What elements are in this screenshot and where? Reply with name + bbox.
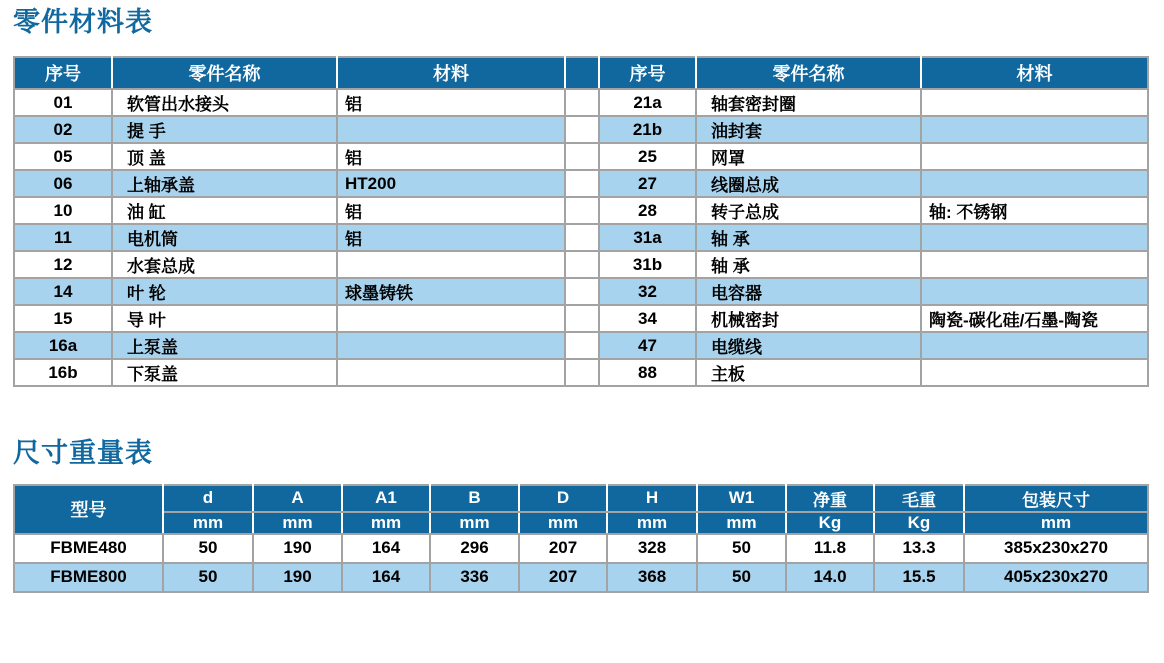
cell-value: 164	[342, 534, 430, 563]
header-A: A	[253, 485, 342, 512]
cell-value: 190	[253, 563, 342, 592]
table-row	[14, 251, 1148, 278]
cell-no: 14	[14, 278, 112, 305]
cell-package-size: 385x230x270	[964, 534, 1148, 563]
cell-value: 190	[253, 534, 342, 563]
cell-part-name: 导 叶	[112, 305, 337, 332]
cell-part-name: 网罩	[696, 143, 921, 170]
cell-material	[921, 359, 1148, 386]
header-H: H	[607, 485, 697, 512]
cell-value: 50	[163, 534, 253, 563]
cell-part-name: 提 手	[112, 116, 337, 143]
cell-model: FBME480	[14, 534, 163, 563]
cell-material	[337, 116, 565, 143]
cell-no: 27	[599, 170, 696, 197]
spacer-cell	[565, 143, 599, 170]
header-no-right: 序号	[599, 57, 696, 89]
cell-material	[921, 224, 1148, 251]
cell-value: 50	[163, 563, 253, 592]
cell-part-name: 水套总成	[112, 251, 337, 278]
cell-material	[337, 251, 565, 278]
table-row	[14, 563, 1148, 592]
cell-no: 34	[599, 305, 696, 332]
cell-part-name: 叶 轮	[112, 278, 337, 305]
cell-value: 328	[607, 534, 697, 563]
cell-value: 15.5	[874, 563, 964, 592]
size-header-row-units	[14, 512, 1148, 534]
header-no-left: 序号	[14, 57, 112, 89]
cell-part-name: 主板	[696, 359, 921, 386]
unit-A1: mm	[342, 512, 430, 534]
cell-value: 368	[607, 563, 697, 592]
cell-value: 11.8	[786, 534, 874, 563]
cell-material	[337, 305, 565, 332]
cell-material	[921, 278, 1148, 305]
cell-material: 铝	[337, 197, 565, 224]
cell-part-name: 线圈总成	[696, 170, 921, 197]
cell-part-name: 轴 承	[696, 224, 921, 251]
spacer-cell	[565, 89, 599, 116]
table-row	[14, 224, 1148, 251]
header-W1: W1	[697, 485, 786, 512]
cell-value: 296	[430, 534, 519, 563]
cell-material	[921, 251, 1148, 278]
cell-part-name: 软管出水接头	[112, 89, 337, 116]
spacer-cell	[565, 197, 599, 224]
header-A1: A1	[342, 485, 430, 512]
cell-part-name: 转子总成	[696, 197, 921, 224]
cell-no: 11	[14, 224, 112, 251]
cell-package-size: 405x230x270	[964, 563, 1148, 592]
cell-no: 25	[599, 143, 696, 170]
cell-value: 164	[342, 563, 430, 592]
cell-no: 31a	[599, 224, 696, 251]
spacer-cell	[565, 170, 599, 197]
header-material-right: 材料	[921, 57, 1148, 89]
unit-D: mm	[519, 512, 607, 534]
cell-value: 336	[430, 563, 519, 592]
cell-part-name: 电机筒	[112, 224, 337, 251]
spacer-cell	[565, 278, 599, 305]
unit-B: mm	[430, 512, 519, 534]
header-D: D	[519, 485, 607, 512]
cell-material	[921, 89, 1148, 116]
header-net-weight: 净重	[786, 485, 874, 512]
header-d: d	[163, 485, 253, 512]
table-row	[14, 143, 1148, 170]
cell-no: 21b	[599, 116, 696, 143]
cell-no: 31b	[599, 251, 696, 278]
cell-value: 14.0	[786, 563, 874, 592]
unit-W1: mm	[697, 512, 786, 534]
size-header-row-labels	[14, 485, 1148, 512]
cell-part-name: 下泵盖	[112, 359, 337, 386]
cell-material: 铝	[337, 224, 565, 251]
unit-package-size: mm	[964, 512, 1148, 534]
cell-part-name: 上轴承盖	[112, 170, 337, 197]
table-row	[14, 278, 1148, 305]
cell-material: 球墨铸铁	[337, 278, 565, 305]
cell-no: 88	[599, 359, 696, 386]
cell-material: HT200	[337, 170, 565, 197]
cell-material	[921, 332, 1148, 359]
cell-material: 铝	[337, 89, 565, 116]
table-row	[14, 197, 1148, 224]
cell-no: 16b	[14, 359, 112, 386]
cell-material	[921, 170, 1148, 197]
cell-part-name: 上泵盖	[112, 332, 337, 359]
unit-d: mm	[163, 512, 253, 534]
cell-part-name: 电容器	[696, 278, 921, 305]
header-name-left: 零件名称	[112, 57, 337, 89]
parts-header-row	[14, 57, 1148, 89]
cell-no: 32	[599, 278, 696, 305]
size-weight-table-title: 尺寸重量表	[13, 438, 153, 469]
cell-material: 轴: 不锈钢	[921, 197, 1148, 224]
table-row	[14, 170, 1148, 197]
cell-value: 50	[697, 534, 786, 563]
parts-material-table	[13, 56, 1149, 387]
cell-material: 陶瓷-碳化硅/石墨-陶瓷	[921, 305, 1148, 332]
cell-part-name: 电缆线	[696, 332, 921, 359]
unit-H: mm	[607, 512, 697, 534]
header-material-left: 材料	[337, 57, 565, 89]
cell-model: FBME800	[14, 563, 163, 592]
cell-no: 21a	[599, 89, 696, 116]
cell-no: 12	[14, 251, 112, 278]
header-model: 型号	[14, 485, 163, 534]
cell-part-name: 机械密封	[696, 305, 921, 332]
cell-material	[337, 332, 565, 359]
header-package-size: 包装尺寸	[964, 485, 1148, 512]
cell-material	[337, 359, 565, 386]
cell-value: 13.3	[874, 534, 964, 563]
size-weight-table	[13, 484, 1149, 593]
spacer-cell	[565, 251, 599, 278]
cell-material: 铝	[337, 143, 565, 170]
cell-no: 28	[599, 197, 696, 224]
spacer-cell	[565, 116, 599, 143]
table-row	[14, 89, 1148, 116]
cell-no: 02	[14, 116, 112, 143]
cell-no: 16a	[14, 332, 112, 359]
spacer-cell	[565, 224, 599, 251]
cell-part-name: 轴套密封圈	[696, 89, 921, 116]
cell-no: 47	[599, 332, 696, 359]
cell-no: 01	[14, 89, 112, 116]
cell-value: 50	[697, 563, 786, 592]
unit-gross-weight: Kg	[874, 512, 964, 534]
cell-material	[921, 116, 1148, 143]
cell-part-name: 油 缸	[112, 197, 337, 224]
table-row	[14, 359, 1148, 386]
header-gross-weight: 毛重	[874, 485, 964, 512]
header-name-right: 零件名称	[696, 57, 921, 89]
spacer-cell	[565, 359, 599, 386]
cell-value: 207	[519, 563, 607, 592]
cell-no: 10	[14, 197, 112, 224]
unit-net-weight: Kg	[786, 512, 874, 534]
unit-A: mm	[253, 512, 342, 534]
cell-part-name: 顶 盖	[112, 143, 337, 170]
table-row	[14, 305, 1148, 332]
cell-value: 207	[519, 534, 607, 563]
header-spacer	[565, 57, 599, 89]
parts-material-table-title: 零件材料表	[13, 7, 153, 37]
table-row	[14, 116, 1148, 143]
cell-material	[921, 143, 1148, 170]
cell-no: 06	[14, 170, 112, 197]
header-B: B	[430, 485, 519, 512]
table-row	[14, 534, 1148, 563]
cell-no: 05	[14, 143, 112, 170]
cell-no: 15	[14, 305, 112, 332]
table-row	[14, 332, 1148, 359]
cell-part-name: 轴 承	[696, 251, 921, 278]
spacer-cell	[565, 305, 599, 332]
spacer-cell	[565, 332, 599, 359]
cell-part-name: 油封套	[696, 116, 921, 143]
